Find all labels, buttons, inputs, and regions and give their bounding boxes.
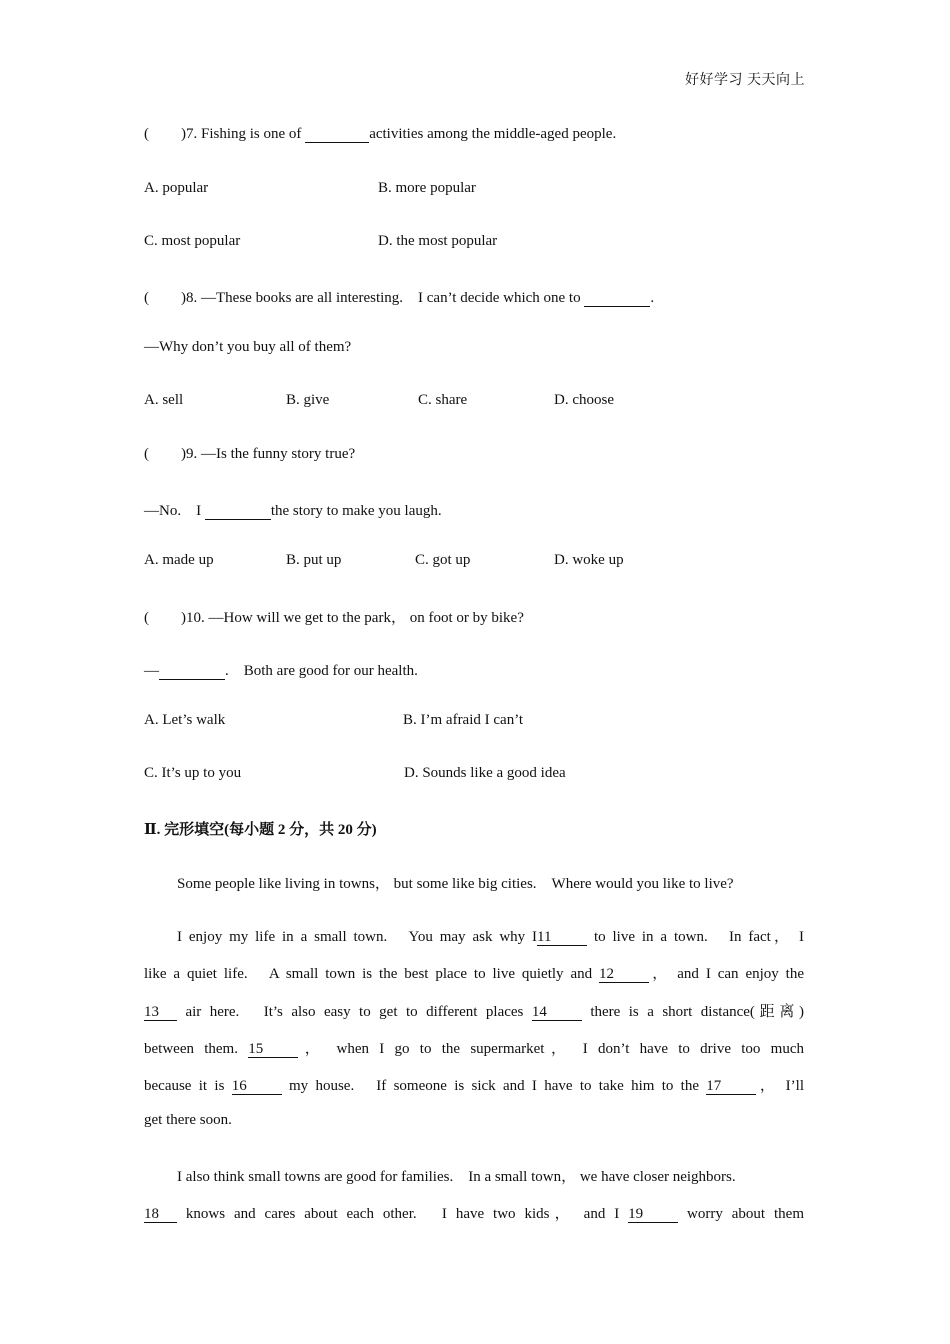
question-8-option-a: A. sell	[144, 392, 184, 408]
question-9-option-c: C. got up	[415, 552, 471, 568]
passage-paragraph-3: I also think small towns are good for families. In a small town， we have closer neighbors.	[177, 1169, 736, 1185]
cloze-blank-12: 12	[599, 967, 649, 983]
answer-blank	[305, 127, 369, 143]
page-header: 好好学习 天天向上	[685, 73, 805, 88]
cloze-blank-13: 13	[144, 1005, 177, 1021]
question-7-option-c: C. most popular	[144, 233, 241, 249]
question-8-stem: ( )8. —These books are all interesting. I can’t decide which one to .	[144, 290, 655, 306]
cloze-blank-14: 14	[532, 1005, 582, 1021]
cloze-blank-11: 11	[537, 930, 587, 946]
question-10-reply: — . Both are good for our health.	[144, 663, 418, 679]
cloze-blank-18: 18	[144, 1207, 177, 1223]
question-10-option-c: C. It’s up to you	[144, 765, 242, 781]
question-10-option-d: D. Sounds like a good idea	[404, 765, 566, 781]
passage-line: get there soon.	[144, 1112, 232, 1128]
question-8-reply: —Why don’t you buy all of them?	[144, 339, 352, 355]
question-9-option-b: B. put up	[286, 552, 342, 568]
passage-line: because it is 16 my house. If someone is sick and I have to take him to the 17 ， I’ll	[144, 1078, 804, 1094]
answer-blank	[159, 664, 225, 680]
answer-blank	[584, 291, 650, 307]
passage-paragraph-1: Some people like living in towns， but some like big cities. Where would you like to live?	[177, 876, 734, 892]
question-10-option-a: A. Let’s walk	[144, 712, 226, 728]
cloze-blank-19: 19	[628, 1207, 678, 1223]
question-9-stem: ( )9. —Is the funny story true?	[144, 446, 356, 462]
question-9-reply: —No. I the story to make you laugh.	[144, 503, 442, 519]
question-10-option-b: B. I’m afraid I can’t	[403, 712, 524, 728]
question-7-option-a: A. popular	[144, 180, 209, 196]
cloze-blank-16: 16	[232, 1079, 282, 1095]
cloze-blank-15: 15	[248, 1042, 298, 1058]
passage-line: between them. 15 ， when I go to the supermarket， I don’t have to drive too much	[144, 1041, 805, 1057]
question-10-stem: ( )10. —How will we get to the park， on foot or by bike?	[144, 610, 524, 626]
answer-blank	[205, 504, 271, 520]
passage-line: I enjoy my life in a small town. You may ask why I11 to live in a town. In fact， I	[177, 929, 804, 945]
passage-line: like a quiet life. A small town is the best place to live quietly and 12 ， and I can enjoy the	[144, 966, 805, 982]
question-9-option-d: D. woke up	[554, 552, 624, 568]
question-7-option-d: D. the most popular	[378, 233, 498, 249]
passage-line: 13 air here. It’s also easy to get to different places 14 there is a short distance(距离)	[144, 1004, 805, 1020]
section-2-title: Ⅱ. 完形填空(每小题 2 分，共 20 分)	[144, 822, 377, 838]
question-9-option-a: A. made up	[144, 552, 214, 568]
passage-line: 18 knows and cares about each other. I have two kids， and I 19 worry about them	[144, 1206, 804, 1222]
question-8-option-c: C. share	[418, 392, 468, 408]
question-7-stem: ( )7. Fishing is one of activities among the middle-aged people.	[144, 126, 617, 142]
question-7-option-b: B. more popular	[378, 180, 476, 196]
question-8-option-d: D. choose	[554, 392, 614, 408]
cloze-blank-17: 17	[706, 1079, 756, 1095]
question-8-option-b: B. give	[286, 392, 330, 408]
